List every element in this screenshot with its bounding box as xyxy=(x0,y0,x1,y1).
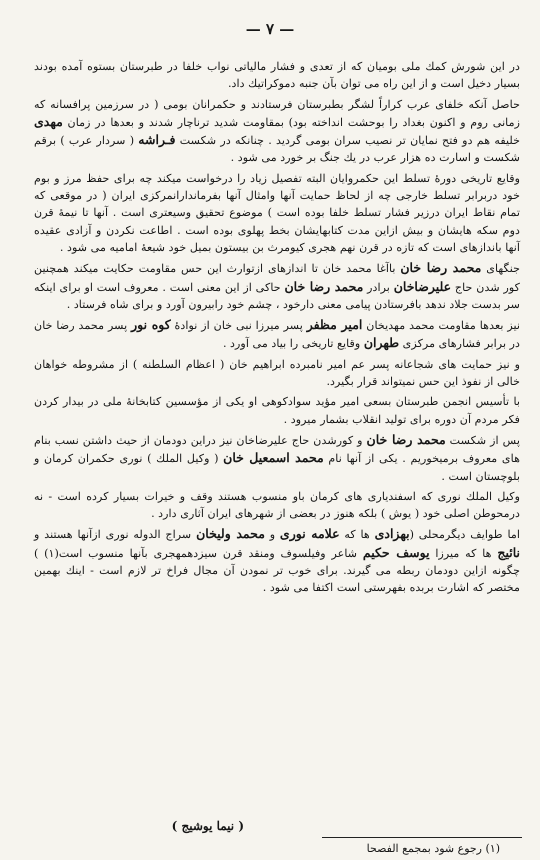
bold-name: محمد رضا خان xyxy=(400,260,482,276)
bold-name: یوسف حکیم xyxy=(362,544,430,560)
text-run: وقایع تاریخی را بیاد می آورد . xyxy=(222,337,364,351)
paragraph xyxy=(34,96,520,167)
bold-name: کوه نور xyxy=(131,317,171,333)
text-run: خلیفه هم دو فتح نمایان تر نصیب سران بومی گردید . چنانکه در شکست xyxy=(175,134,520,148)
text-run: ( وکیل الملك ) نوری حکمران کرمان و بلوچستان است . xyxy=(34,452,520,483)
paragraph xyxy=(34,259,520,313)
text-run: باآغا محمد خان تا اندازهای ازتوارث این حس مقاومت حکایت میکند همچنین کور شدن حاج xyxy=(34,262,520,294)
text-run: پسر محمد رضا خان در برابر فشارهای مرکزی xyxy=(34,319,520,351)
page-number: — ۷ — xyxy=(245,20,295,38)
bold-name: محمد اسمعیل خان xyxy=(223,450,324,466)
paragraph xyxy=(34,316,520,353)
text-run: و نیز حمایت های شجاعانه پسر عم امیر نامبرده ابراهیم خان ( اعظام السلطنه ) از مشروطه خواهان خالی از نفوذ این حس نمیتواند قرار بگیرد. xyxy=(34,357,520,389)
bold-name: نائیج xyxy=(497,544,520,560)
text-run: پسر میرزا نبی خان از نوادهٔ xyxy=(170,319,307,333)
text-run: در این شورش کمك ملی بومیان که از تعدی و فشار مالیاتی نواب خلفا در طبرستان بستوه آمده بودند بسیار دخیل است و از این راه می توان بآن جنبه دموکراتیك داد. xyxy=(34,60,520,91)
text-run: و xyxy=(264,528,280,542)
paragraph xyxy=(34,356,520,391)
paragraph xyxy=(34,393,520,428)
paragraph xyxy=(34,58,520,93)
text-run: پس از شکست xyxy=(445,433,520,447)
paragraph xyxy=(34,488,520,523)
author-signature: ( نیما یوشیج ) xyxy=(171,819,244,833)
bold-name: محمد رضا خان xyxy=(284,278,364,294)
bold-name: علامه نوری xyxy=(279,526,340,542)
bold-name: بهزادی xyxy=(374,526,410,542)
bold-name: محمد ولیخان xyxy=(196,526,265,542)
body-text xyxy=(34,58,520,597)
paragraph xyxy=(34,170,520,256)
bold-name: علیرضاخان xyxy=(393,278,452,294)
text-run: وکیل الملك نوری که اسفندیاری های کرمان باو منسوب هستند وقف و خیرات بسیار کرده است - نه درمحوطن اصلی خود ( یوش ) بلکه هنوز در بعضی از شهرهای ایران آثاری دارد . xyxy=(34,489,520,521)
text-run: جنگهای xyxy=(481,262,520,276)
bold-name: مهدی xyxy=(34,113,63,129)
bold-name: امیر مظفر xyxy=(306,317,363,333)
text-run: ( سردار عرب ) برقم شکست و اسارت ده هزار عرب در یك جنگ بر خورد می شود . xyxy=(34,134,520,165)
text-run: ها که xyxy=(339,528,375,542)
paragraph xyxy=(34,431,520,485)
text-run: حاصل آنکه خلفای عرب کراراً لشگر بطبرستان فرستادند و حکمرانان بومی ( در سرزمین پرافسانه که زمانی روم و اکنون بغداد را بوحشت انداخته بود) بمقاومت شدید ترناچار شدند و بعدها در زمان xyxy=(34,97,520,129)
paragraph xyxy=(34,525,520,596)
bold-name: طهران xyxy=(363,335,400,351)
text-run: نیز بعدها مقاومت محمد مهدیخان xyxy=(362,319,520,333)
text-run: برادر xyxy=(363,280,394,294)
bold-name: محمد رضا خان xyxy=(366,431,446,447)
text-run: حاکی از این معنی است . معروف است او برای اینکه سر بدست جلاد ندهد بافرستادن پیامی معنی دارخود ، چشم خود رابیرون آورد و برای شاه فرستاد . xyxy=(34,280,520,311)
text-run: اما طوایف دیگرمحلی ( xyxy=(409,528,521,542)
text-run: با تأسیس انجمن طبرستان بسعی امیر مؤید سوادکوهی او یکی از مؤسسین کتابخانهٔ ملی در بیدار کردن فکر مردم آن دوره برای تولید انقلاب بشمار میرود . xyxy=(34,395,520,426)
text-run: وقایع تاریخی دورهٔ تسلط این حکمروایان البته تفصیل زیاد را درخواست میکند چه برای حفظ مرز و بوم خود دربرابر تسلط خارجی چه از لحاظ حمایت آنها وامثال آنها بفرماندارانمرکزی ایران ( در موقعی که تمام نقاط ایران درزیر فشار تسلط خلفا بوده است ) موضوع تحقیق وسیعتری است . آنها تا نیمهٔ قرن دوم سکه هایشان و بیش ازاین مدت کتابهایشان بخط پهلوی بوده است . اطاعت نکردن و آزادی عقیده آنها باندازهای است که تازه در قرن نهم هجری کیومرث بن بیستون بمیل خود شیعهٔ امامیه می شود . xyxy=(34,171,520,254)
footnote-divider xyxy=(322,837,522,838)
text-run: و کورشدن حاج علیرضاخان نیز دراین دودمان از حیث داشتن نسب بنام های معروف برمیخوریم . یکی از آنها نام xyxy=(34,433,520,466)
text-run: ها که میرزا xyxy=(429,546,498,560)
footnote: (۱) رجوع شود بمجمع الفصحا xyxy=(366,842,500,855)
text-run: سراج الدوله نوری ازآنها هستند و xyxy=(34,528,197,542)
text-run: شاعر وفیلسوف ومنقد قرن سیزدهمهجری بآنها منسوب است(۱) ) چگونه ازاین دودمان ربطه می گیرند. برای خوب تر نمودن آن مجال فراخ تر لازم است - اینك بهمین مختصر که اشارت بربده بفهرستی است اکتفا می شود . xyxy=(34,546,520,595)
bold-name: فـراشه xyxy=(138,132,176,148)
